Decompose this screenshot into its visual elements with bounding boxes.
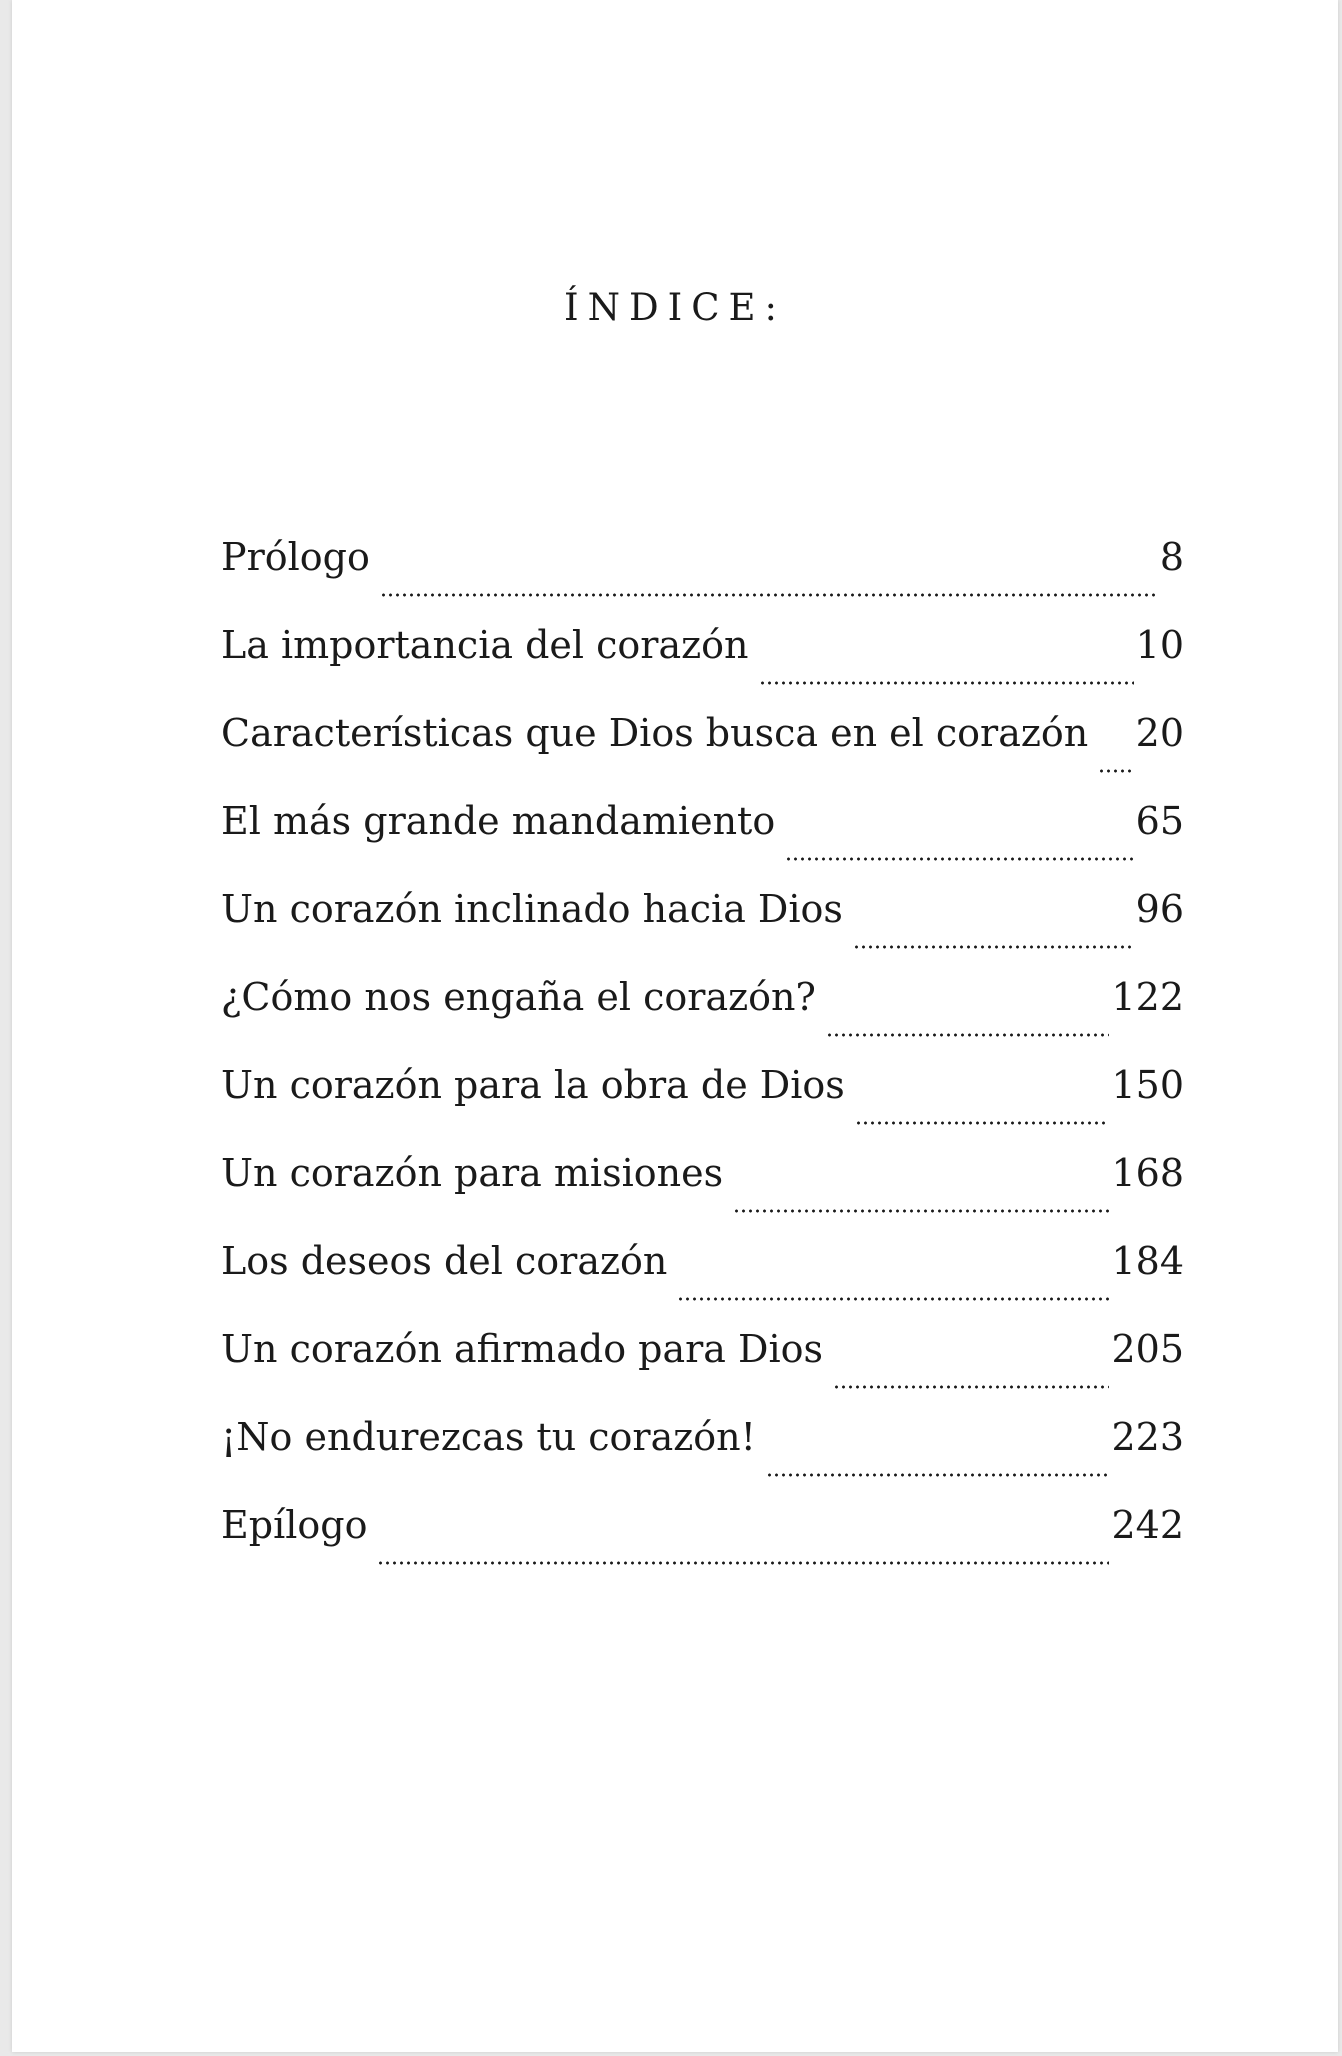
toc-entry-page: 20 bbox=[1135, 711, 1184, 755]
document-page bbox=[12, 0, 1338, 2052]
toc-dot-leader bbox=[766, 1473, 1110, 1477]
toc-entry-page: 205 bbox=[1111, 1327, 1184, 1371]
index-title: ÍNDICE: bbox=[563, 286, 787, 329]
toc-dot-leader bbox=[733, 1209, 1109, 1213]
toc-dot-leader bbox=[377, 1561, 1109, 1565]
toc-entry bbox=[221, 1063, 1184, 1151]
toc-entry-title: Un corazón afirmado para Dios bbox=[221, 1327, 824, 1371]
toc-entry-page: 184 bbox=[1111, 1239, 1184, 1283]
toc-dot-leader bbox=[833, 1385, 1109, 1389]
toc-entry bbox=[221, 535, 1184, 623]
toc-entry bbox=[221, 711, 1184, 799]
toc-entry bbox=[221, 1503, 1184, 1591]
toc-dot-leader bbox=[826, 1033, 1110, 1037]
toc-entry-page: 10 bbox=[1135, 623, 1184, 667]
toc-entry bbox=[221, 1151, 1184, 1239]
toc-entry-title: Los deseos del corazón bbox=[221, 1239, 668, 1283]
toc-dot-leader bbox=[1098, 769, 1133, 773]
toc-entry-page: 150 bbox=[1111, 1063, 1184, 1107]
toc-entry bbox=[221, 1239, 1184, 1327]
toc-dot-leader bbox=[759, 681, 1134, 685]
toc-dot-leader bbox=[677, 1297, 1109, 1301]
toc-entry-title: Prólogo bbox=[221, 535, 370, 579]
toc-entry-title: Características que Dios busca en el corazón bbox=[221, 711, 1089, 755]
toc-entry-title: El más grande mandamiento bbox=[221, 799, 776, 843]
toc-dot-leader bbox=[785, 857, 1133, 861]
toc-entry-page: 96 bbox=[1135, 887, 1184, 931]
table-of-contents bbox=[221, 535, 1184, 1591]
toc-entry-page: 168 bbox=[1111, 1151, 1184, 1195]
toc-entry-title: Epílogo bbox=[221, 1503, 368, 1547]
toc-entry-title: ¡No endurezcas tu corazón! bbox=[221, 1415, 756, 1459]
toc-entry bbox=[221, 975, 1184, 1063]
toc-entry-page: 65 bbox=[1135, 799, 1184, 843]
toc-entry bbox=[221, 1327, 1184, 1415]
toc-entry bbox=[221, 887, 1184, 975]
toc-entry-page: 122 bbox=[1111, 975, 1184, 1019]
toc-entry-title: Un corazón para misiones bbox=[221, 1151, 724, 1195]
toc-entry-page: 242 bbox=[1111, 1503, 1184, 1547]
toc-entry-title: La importancia del corazón bbox=[221, 623, 749, 667]
toc-entry bbox=[221, 623, 1184, 711]
toc-entry bbox=[221, 1415, 1184, 1503]
toc-dot-leader bbox=[380, 593, 1158, 597]
toc-entry bbox=[221, 799, 1184, 887]
toc-entry-title: Un corazón inclinado hacia Dios bbox=[221, 887, 843, 931]
toc-dot-leader bbox=[855, 1121, 1110, 1125]
toc-entry-title: ¿Cómo nos engaña el corazón? bbox=[221, 975, 816, 1019]
toc-dot-leader bbox=[853, 945, 1134, 949]
toc-entry-page: 8 bbox=[1159, 535, 1184, 579]
toc-entry-title: Un corazón para la obra de Dios bbox=[221, 1063, 845, 1107]
toc-entry-page: 223 bbox=[1111, 1415, 1184, 1459]
